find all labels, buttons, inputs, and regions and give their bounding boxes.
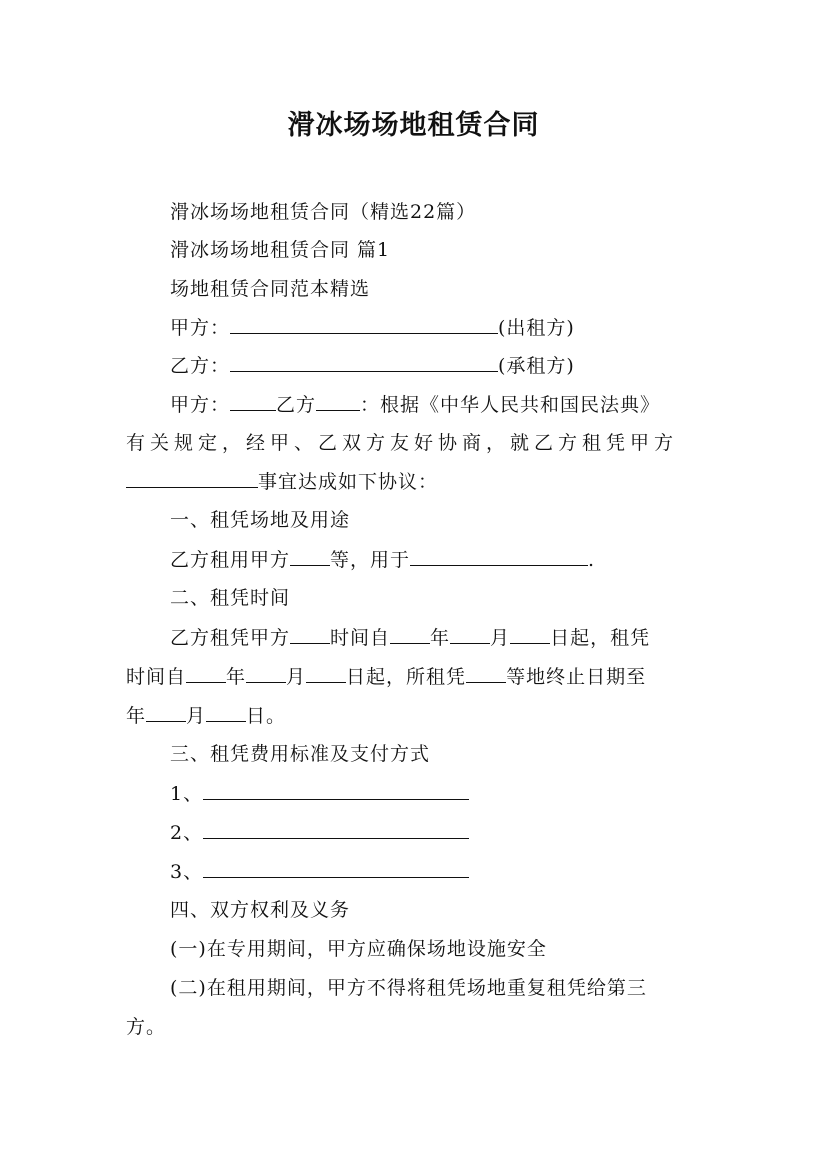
section3-item-2-label: 2、 <box>170 822 204 844</box>
section3-heading: 三、租凭费用标准及支付方式 <box>170 743 431 765</box>
section2-blank-8[interactable] <box>466 664 506 683</box>
section2-blank-1[interactable] <box>290 625 330 644</box>
section2-l1-d: 月 <box>490 627 511 649</box>
section2-blank-9[interactable] <box>146 703 186 722</box>
section1-text-a: 乙方租用甲方 <box>170 549 291 571</box>
section2-blank-2[interactable] <box>390 625 430 644</box>
section2-l1-b: 时间自 <box>330 627 391 649</box>
section3-item-2-blank[interactable] <box>203 820 469 839</box>
preamble-line-1 <box>170 392 715 417</box>
section2-blank-4[interactable] <box>510 625 550 644</box>
section2-blank-3[interactable] <box>450 625 490 644</box>
section4-item-2: (二)在租用期间，甲方不得将租凭场地重复租凭给第三 <box>170 977 647 999</box>
preamble-part2: 乙方 <box>276 394 317 416</box>
section2-blank-5[interactable] <box>186 664 226 683</box>
section2-blank-6[interactable] <box>246 664 286 683</box>
section2-l3-a: 年 <box>126 705 147 727</box>
party-b-role: (承租方) <box>498 355 575 377</box>
preamble-line-2: 有关规定，经甲、乙双方友好协商，就乙方租凭甲方 <box>126 432 679 454</box>
party-b-blank[interactable] <box>230 353 498 372</box>
section1-text-c: . <box>588 549 596 571</box>
section4-item-1: (一)在专用期间，甲方应确保场地设施安全 <box>170 938 547 960</box>
section2-blank-10[interactable] <box>206 703 246 722</box>
section2-l1-c: 年 <box>430 627 451 649</box>
section3-item-1-blank[interactable] <box>203 781 469 800</box>
section2-line-3 <box>126 703 286 728</box>
section1-blank-a[interactable] <box>290 547 330 566</box>
article-heading: 滑冰场场地租赁合同 篇1 <box>170 239 391 261</box>
intro-line: 滑冰场场地租赁合同（精选22篇） <box>170 201 477 223</box>
section2-line-1 <box>170 625 650 650</box>
document-title: 滑冰场场地租赁合同 <box>287 110 540 141</box>
section3-item-1-label: 1、 <box>170 783 204 805</box>
section3-item-1 <box>170 781 469 806</box>
section1-text-b: 等，用于 <box>330 549 411 571</box>
section2-l2-c: 月 <box>286 666 307 688</box>
section1-blank-b[interactable] <box>410 547 588 566</box>
section3-item-3-label: 3、 <box>170 861 204 883</box>
section2-line-2 <box>126 664 646 689</box>
section3-item-2 <box>170 820 469 845</box>
party-a-label: 甲方： <box>170 317 231 339</box>
preamble-part3: ：根据《中华人民共和国民法典》 <box>360 394 661 416</box>
preamble-blank-c[interactable] <box>126 469 258 488</box>
section4-heading: 四、双方权利及义务 <box>170 899 351 921</box>
section3-item-3 <box>170 859 469 884</box>
section2-l1-e: 日起，租凭 <box>550 627 651 649</box>
section2-heading: 二、租凭时间 <box>170 587 291 609</box>
template-heading: 场地租赁合同范本精选 <box>170 278 371 300</box>
section2-blank-7[interactable] <box>306 664 346 683</box>
section2-l2-d: 日起，所租凭 <box>346 666 467 688</box>
preamble-line-3 <box>126 469 438 494</box>
section2-l2-b: 年 <box>226 666 247 688</box>
preamble-blank-b[interactable] <box>316 392 360 411</box>
section1-text <box>170 547 595 572</box>
section2-l3-b: 月 <box>186 705 207 727</box>
section2-l2-e: 等地终止日期至 <box>506 666 647 688</box>
party-a-role: (出租方) <box>498 317 575 339</box>
section2-l1-a: 乙方租凭甲方 <box>170 627 291 649</box>
section1-heading: 一、租凭场地及用途 <box>170 509 351 531</box>
party-a-blank[interactable] <box>230 315 498 334</box>
preamble-line-3-tail: 事宜达成如下协议： <box>258 471 439 493</box>
preamble-blank-a[interactable] <box>230 392 276 411</box>
section2-l2-a: 时间自 <box>126 666 187 688</box>
party-b-label: 乙方： <box>170 355 231 377</box>
section3-item-3-blank[interactable] <box>203 859 469 878</box>
section4-item-2-cont: 方。 <box>126 1016 167 1038</box>
section2-l3-c: 日。 <box>246 705 287 727</box>
party-a-line <box>170 315 575 340</box>
preamble-part1: 甲方： <box>170 394 231 416</box>
party-b-line <box>170 353 575 378</box>
